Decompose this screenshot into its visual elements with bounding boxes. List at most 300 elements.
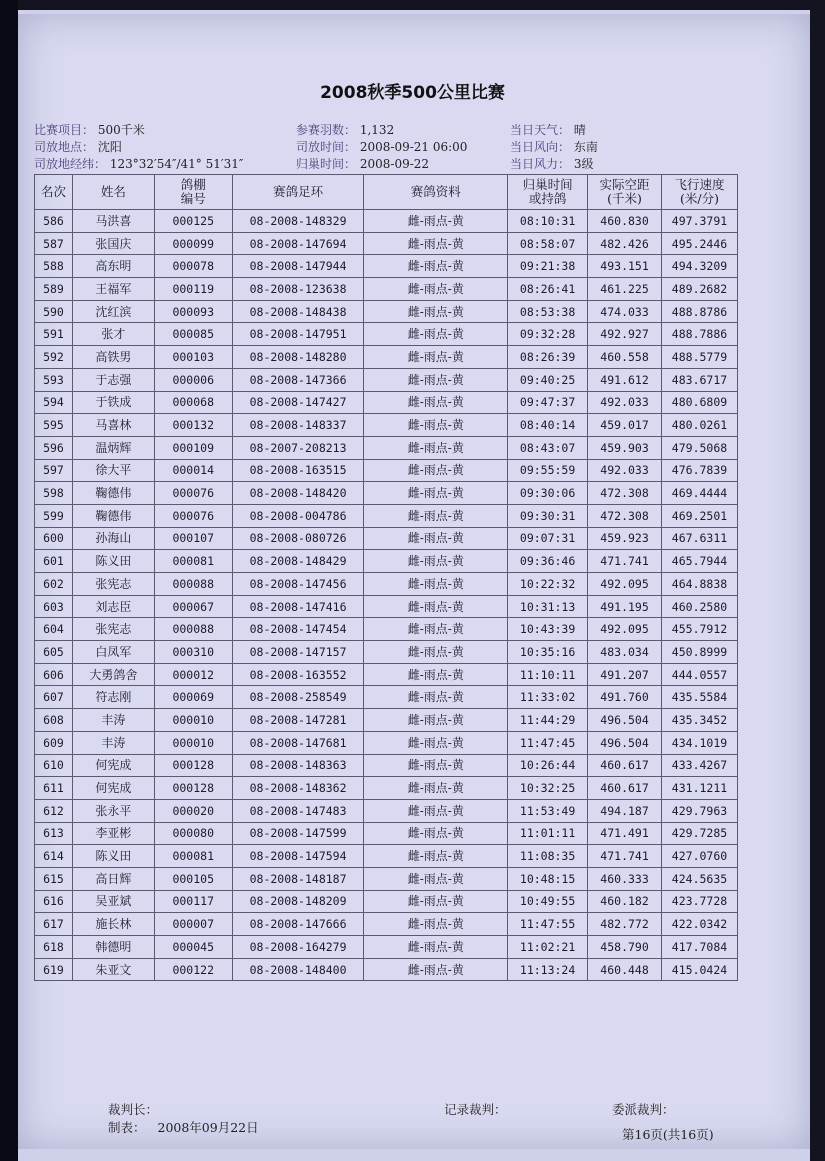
row-rank: 587 xyxy=(35,232,73,255)
row-name: 温炳辉 xyxy=(72,436,154,459)
row-speed: 415.0424 xyxy=(662,958,738,981)
row-distance: 492.095 xyxy=(588,573,662,596)
row-rank: 604 xyxy=(35,618,73,641)
event-value: 500千米 xyxy=(97,123,145,137)
table-row xyxy=(35,595,738,618)
row-arrival-time: 10:31:13 xyxy=(508,595,588,618)
row-ring-number: 08-2008-148429 xyxy=(232,550,364,573)
row-pigeon-info: 雌-雨点-黄 xyxy=(364,436,508,459)
row-loft-id: 000099 xyxy=(154,232,232,255)
row-distance: 461.225 xyxy=(588,278,662,301)
row-pigeon-info: 雌-雨点-黄 xyxy=(364,368,508,391)
header-distance-line2: (千米) xyxy=(607,191,642,206)
row-ring-number: 08-2008-147366 xyxy=(232,368,364,391)
row-ring-number: 08-2008-147599 xyxy=(232,822,364,845)
release-info xyxy=(296,138,467,155)
row-arrival-time: 11:02:21 xyxy=(508,936,588,959)
row-distance: 459.903 xyxy=(588,436,662,459)
row-rank: 607 xyxy=(35,686,73,709)
row-distance: 460.617 xyxy=(588,777,662,800)
row-distance: 471.491 xyxy=(588,822,662,845)
row-pigeon-info: 雌-雨点-黄 xyxy=(364,958,508,981)
table-row xyxy=(35,323,738,346)
row-arrival-time: 09:32:28 xyxy=(508,323,588,346)
row-rank: 595 xyxy=(35,414,73,437)
row-speed: 488.7886 xyxy=(662,323,738,346)
row-pigeon-info: 雌-雨点-黄 xyxy=(364,867,508,890)
row-distance: 474.033 xyxy=(588,300,662,323)
row-distance: 460.617 xyxy=(588,754,662,777)
row-name: 马洪喜 xyxy=(72,210,154,233)
row-pigeon-info: 雌-雨点-黄 xyxy=(364,754,508,777)
table-row xyxy=(35,482,738,505)
row-ring-number: 08-2008-148280 xyxy=(232,346,364,369)
row-pigeon-info: 雌-雨点-黄 xyxy=(364,346,508,369)
page-title: 2008秋季500公里比赛 xyxy=(320,83,505,103)
row-speed: 465.7944 xyxy=(662,550,738,573)
row-rank: 597 xyxy=(35,459,73,482)
release-label: 司放时间： xyxy=(296,140,357,154)
table-row xyxy=(35,663,738,686)
row-loft-id: 000012 xyxy=(154,663,232,686)
row-ring-number: 08-2008-147157 xyxy=(232,641,364,664)
row-distance: 492.927 xyxy=(588,323,662,346)
row-name: 张宪志 xyxy=(72,573,154,596)
row-distance: 471.741 xyxy=(588,845,662,868)
row-name: 朱亚文 xyxy=(72,958,154,981)
row-name: 李亚彬 xyxy=(72,822,154,845)
header-info: 赛鸽资料 xyxy=(364,175,508,210)
row-rank: 590 xyxy=(35,300,73,323)
release-value: 2008-09-21 06:00 xyxy=(359,140,468,154)
recorder-label: 记录裁判： xyxy=(444,1102,507,1117)
row-arrival-time: 09:55:59 xyxy=(508,459,588,482)
row-ring-number: 08-2008-147483 xyxy=(232,799,364,822)
row-arrival-time: 09:40:25 xyxy=(508,368,588,391)
row-pigeon-info: 雌-雨点-黄 xyxy=(364,414,508,437)
row-arrival-time: 11:47:55 xyxy=(508,913,588,936)
table-body xyxy=(35,210,738,981)
row-pigeon-info: 雌-雨点-黄 xyxy=(364,822,508,845)
row-arrival-time: 08:43:07 xyxy=(508,436,588,459)
row-rank: 609 xyxy=(35,731,73,754)
row-pigeon-info: 雌-雨点-黄 xyxy=(364,323,508,346)
event-label: 比赛项目： xyxy=(34,123,95,137)
row-name: 陈义田 xyxy=(72,550,154,573)
row-speed: 455.7912 xyxy=(662,618,738,641)
made-date: 2008年09月22日 xyxy=(157,1120,259,1135)
row-ring-number: 08-2008-004786 xyxy=(232,504,364,527)
weather-value: 晴 xyxy=(573,123,586,137)
row-loft-id: 000081 xyxy=(154,550,232,573)
row-ring-number: 08-2008-147694 xyxy=(232,232,364,255)
row-speed: 433.4267 xyxy=(662,754,738,777)
row-rank: 612 xyxy=(35,799,73,822)
row-distance: 491.207 xyxy=(588,663,662,686)
row-loft-id: 000310 xyxy=(154,641,232,664)
row-loft-id: 000088 xyxy=(154,618,232,641)
row-speed: 444.0557 xyxy=(662,663,738,686)
row-pigeon-info: 雌-雨点-黄 xyxy=(364,641,508,664)
row-ring-number: 08-2008-147456 xyxy=(232,573,364,596)
header-time-line2: 或持鸽 xyxy=(528,191,567,206)
row-arrival-time: 09:47:37 xyxy=(508,391,588,414)
row-ring-number: 08-2008-148362 xyxy=(232,777,364,800)
row-speed: 423.7728 xyxy=(662,890,738,913)
row-arrival-time: 10:26:44 xyxy=(508,754,588,777)
row-name: 王福军 xyxy=(72,278,154,301)
row-rank: 603 xyxy=(35,595,73,618)
table-row xyxy=(35,731,738,754)
location-label: 司放地点： xyxy=(34,140,95,154)
row-distance: 460.830 xyxy=(588,210,662,233)
row-ring-number: 08-2008-148363 xyxy=(232,754,364,777)
row-arrival-time: 10:49:55 xyxy=(508,890,588,913)
header-speed-line2: (米/分) xyxy=(680,191,719,206)
row-ring-number: 08-2008-148400 xyxy=(232,958,364,981)
row-loft-id: 000103 xyxy=(154,346,232,369)
row-distance: 460.448 xyxy=(588,958,662,981)
weather-info xyxy=(510,121,586,138)
table-row xyxy=(35,709,738,732)
row-name: 张国庆 xyxy=(72,232,154,255)
row-rank: 608 xyxy=(35,709,73,732)
row-loft-id: 000119 xyxy=(154,278,232,301)
table-row xyxy=(35,754,738,777)
row-distance: 460.182 xyxy=(588,890,662,913)
row-distance: 492.095 xyxy=(588,618,662,641)
table-row xyxy=(35,232,738,255)
header-name: 姓名 xyxy=(72,175,154,210)
row-speed: 480.6809 xyxy=(662,391,738,414)
row-name: 张宪志 xyxy=(72,618,154,641)
scan-edge-left xyxy=(0,0,18,1161)
row-arrival-time: 08:10:31 xyxy=(508,210,588,233)
row-rank: 592 xyxy=(35,346,73,369)
row-distance: 472.308 xyxy=(588,482,662,505)
row-pigeon-info: 雌-雨点-黄 xyxy=(364,255,508,278)
row-loft-id: 000020 xyxy=(154,799,232,822)
coords-info xyxy=(34,155,243,172)
row-speed: 427.0760 xyxy=(662,845,738,868)
row-speed: 489.2682 xyxy=(662,278,738,301)
row-distance: 492.033 xyxy=(588,391,662,414)
row-ring-number: 08-2008-258549 xyxy=(232,686,364,709)
row-loft-id: 000132 xyxy=(154,414,232,437)
row-name: 吴亚斌 xyxy=(72,890,154,913)
header-distance-line1: 实际空距 xyxy=(599,177,650,192)
row-name: 韩德明 xyxy=(72,936,154,959)
row-speed: 434.1019 xyxy=(662,731,738,754)
row-distance: 496.504 xyxy=(588,731,662,754)
row-ring-number: 08-2008-147666 xyxy=(232,913,364,936)
count-value: 1,132 xyxy=(359,123,395,137)
row-name: 大勇鸽舍 xyxy=(72,663,154,686)
row-rank: 611 xyxy=(35,777,73,800)
row-arrival-time: 08:26:39 xyxy=(508,346,588,369)
row-speed: 422.0342 xyxy=(662,913,738,936)
table-row xyxy=(35,686,738,709)
row-ring-number: 08-2008-148329 xyxy=(232,210,364,233)
row-arrival-time: 08:26:41 xyxy=(508,278,588,301)
row-distance: 483.034 xyxy=(588,641,662,664)
row-rank: 605 xyxy=(35,641,73,664)
row-pigeon-info: 雌-雨点-黄 xyxy=(364,936,508,959)
row-speed: 483.6717 xyxy=(662,368,738,391)
row-rank: 613 xyxy=(35,822,73,845)
row-loft-id: 000081 xyxy=(154,845,232,868)
row-name: 鞠德伟 xyxy=(72,482,154,505)
results-table xyxy=(34,174,738,981)
row-speed: 488.5779 xyxy=(662,346,738,369)
row-ring-number: 08-2008-147951 xyxy=(232,323,364,346)
row-distance: 491.612 xyxy=(588,368,662,391)
row-arrival-time: 11:10:11 xyxy=(508,663,588,686)
row-arrival-time: 11:13:24 xyxy=(508,958,588,981)
table-row xyxy=(35,573,738,596)
return-value: 2008-09-22 xyxy=(359,157,430,171)
row-rank: 589 xyxy=(35,278,73,301)
row-ring-number: 08-2008-147944 xyxy=(232,255,364,278)
row-name: 于志强 xyxy=(72,368,154,391)
table-row xyxy=(35,300,738,323)
row-arrival-time: 09:07:31 xyxy=(508,527,588,550)
wind-force-label: 当日风力： xyxy=(510,157,571,171)
location-value: 沈阳 xyxy=(97,140,122,154)
row-distance: 496.504 xyxy=(588,709,662,732)
row-speed: 467.6311 xyxy=(662,527,738,550)
table-row xyxy=(35,255,738,278)
row-rank: 617 xyxy=(35,913,73,936)
row-name: 马喜林 xyxy=(72,414,154,437)
table-row xyxy=(35,346,738,369)
row-distance: 493.151 xyxy=(588,255,662,278)
row-ring-number: 08-2008-147427 xyxy=(232,391,364,414)
table-row xyxy=(35,278,738,301)
row-speed: 460.2580 xyxy=(662,595,738,618)
row-distance: 460.333 xyxy=(588,867,662,890)
row-arrival-time: 11:08:35 xyxy=(508,845,588,868)
header-loft-line1: 鸽棚 xyxy=(180,177,206,192)
table-row xyxy=(35,641,738,664)
row-pigeon-info: 雌-雨点-黄 xyxy=(364,278,508,301)
row-arrival-time: 10:22:32 xyxy=(508,573,588,596)
row-speed: 424.5635 xyxy=(662,867,738,890)
row-ring-number: 08-2008-123638 xyxy=(232,278,364,301)
row-loft-id: 000107 xyxy=(154,527,232,550)
row-pigeon-info: 雌-雨点-黄 xyxy=(364,731,508,754)
row-name: 丰涛 xyxy=(72,709,154,732)
row-pigeon-info: 雌-雨点-黄 xyxy=(364,527,508,550)
row-loft-id: 000085 xyxy=(154,323,232,346)
header-speed-line1: 飞行速度 xyxy=(674,177,725,192)
table-row xyxy=(35,527,738,550)
wind-direction-label: 当日风向： xyxy=(510,140,571,154)
row-name: 刘志臣 xyxy=(72,595,154,618)
row-speed: 479.5068 xyxy=(662,436,738,459)
row-name: 高日辉 xyxy=(72,867,154,890)
table-row xyxy=(35,890,738,913)
row-name: 何宪成 xyxy=(72,777,154,800)
table-row xyxy=(35,913,738,936)
row-ring-number: 08-2007-208213 xyxy=(232,436,364,459)
row-rank: 602 xyxy=(35,573,73,596)
row-rank: 591 xyxy=(35,323,73,346)
row-loft-id: 000007 xyxy=(154,913,232,936)
weather-label: 当日天气： xyxy=(510,123,571,137)
row-ring-number: 08-2008-163515 xyxy=(232,459,364,482)
header-ring: 赛鸽足环 xyxy=(232,175,364,210)
row-pigeon-info: 雌-雨点-黄 xyxy=(364,391,508,414)
row-pigeon-info: 雌-雨点-黄 xyxy=(364,550,508,573)
row-ring-number: 08-2008-147416 xyxy=(232,595,364,618)
header-time xyxy=(508,175,588,210)
row-name: 陈义田 xyxy=(72,845,154,868)
row-rank: 600 xyxy=(35,527,73,550)
row-pigeon-info: 雌-雨点-黄 xyxy=(364,300,508,323)
row-speed: 476.7839 xyxy=(662,459,738,482)
table-row xyxy=(35,799,738,822)
row-speed: 497.3791 xyxy=(662,210,738,233)
row-loft-id: 000117 xyxy=(154,890,232,913)
row-arrival-time: 11:53:49 xyxy=(508,799,588,822)
row-name: 沈红滨 xyxy=(72,300,154,323)
row-arrival-time: 11:01:11 xyxy=(508,822,588,845)
row-pigeon-info: 雌-雨点-黄 xyxy=(364,799,508,822)
row-arrival-time: 08:53:38 xyxy=(508,300,588,323)
count-info xyxy=(296,121,394,138)
wind-force-info xyxy=(510,155,593,172)
row-ring-number: 08-2008-147594 xyxy=(232,845,364,868)
table-row xyxy=(35,368,738,391)
row-speed: 429.7285 xyxy=(662,822,738,845)
row-pigeon-info: 雌-雨点-黄 xyxy=(364,595,508,618)
wind-direction-value: 东南 xyxy=(573,140,598,154)
row-rank: 601 xyxy=(35,550,73,573)
row-rank: 596 xyxy=(35,436,73,459)
row-name: 符志刚 xyxy=(72,686,154,709)
row-rank: 606 xyxy=(35,663,73,686)
row-ring-number: 08-2008-147454 xyxy=(232,618,364,641)
row-arrival-time: 10:48:15 xyxy=(508,867,588,890)
row-loft-id: 000080 xyxy=(154,822,232,845)
row-speed: 480.0261 xyxy=(662,414,738,437)
row-rank: 599 xyxy=(35,504,73,527)
row-loft-id: 000088 xyxy=(154,573,232,596)
row-arrival-time: 10:32:25 xyxy=(508,777,588,800)
row-name: 丰涛 xyxy=(72,731,154,754)
row-speed: 417.7084 xyxy=(662,936,738,959)
row-name: 高铁男 xyxy=(72,346,154,369)
location-info xyxy=(34,138,122,155)
scan-edge-right xyxy=(810,0,825,1161)
chief-judge-label: 裁判长： xyxy=(108,1102,159,1117)
table-row xyxy=(35,936,738,959)
coords-label: 司放地经纬： xyxy=(34,157,107,171)
coords-value: 123°32′54″/41° 51′31″ xyxy=(109,157,244,171)
table-row xyxy=(35,391,738,414)
row-rank: 610 xyxy=(35,754,73,777)
row-loft-id: 000122 xyxy=(154,958,232,981)
row-rank: 598 xyxy=(35,482,73,505)
row-loft-id: 000045 xyxy=(154,936,232,959)
table-row xyxy=(35,777,738,800)
row-loft-id: 000105 xyxy=(154,867,232,890)
delegate-label: 委派裁判： xyxy=(612,1102,675,1117)
row-speed: 495.2446 xyxy=(662,232,738,255)
row-pigeon-info: 雌-雨点-黄 xyxy=(364,232,508,255)
row-distance: 482.426 xyxy=(588,232,662,255)
row-speed: 431.1211 xyxy=(662,777,738,800)
table-row xyxy=(35,414,738,437)
return-info xyxy=(296,155,429,172)
wind-force-value: 3级 xyxy=(573,157,594,171)
row-speed: 469.4444 xyxy=(662,482,738,505)
row-name: 施长林 xyxy=(72,913,154,936)
row-name: 于铁成 xyxy=(72,391,154,414)
row-rank: 614 xyxy=(35,845,73,868)
row-name: 孙海山 xyxy=(72,527,154,550)
row-distance: 482.772 xyxy=(588,913,662,936)
row-pigeon-info: 雌-雨点-黄 xyxy=(364,913,508,936)
wind-direction-info xyxy=(510,138,598,155)
header-speed xyxy=(662,175,738,210)
row-name: 徐大平 xyxy=(72,459,154,482)
row-rank: 593 xyxy=(35,368,73,391)
header-rank: 名次 xyxy=(35,175,73,210)
row-arrival-time: 11:47:45 xyxy=(508,731,588,754)
scan-edge-top xyxy=(0,0,825,10)
row-loft-id: 000076 xyxy=(154,504,232,527)
return-label: 归巢时间： xyxy=(296,157,357,171)
row-pigeon-info: 雌-雨点-黄 xyxy=(364,663,508,686)
row-ring-number: 08-2008-148187 xyxy=(232,867,364,890)
row-speed: 429.7963 xyxy=(662,799,738,822)
row-arrival-time: 08:40:14 xyxy=(508,414,588,437)
row-loft-id: 000067 xyxy=(154,595,232,618)
table-row xyxy=(35,958,738,981)
row-loft-id: 000010 xyxy=(154,709,232,732)
row-arrival-time: 09:36:46 xyxy=(508,550,588,573)
row-ring-number: 08-2008-147681 xyxy=(232,731,364,754)
row-rank: 615 xyxy=(35,867,73,890)
row-rank: 616 xyxy=(35,890,73,913)
row-pigeon-info: 雌-雨点-黄 xyxy=(364,618,508,641)
row-pigeon-info: 雌-雨点-黄 xyxy=(364,482,508,505)
row-distance: 458.790 xyxy=(588,936,662,959)
row-loft-id: 000093 xyxy=(154,300,232,323)
table-row xyxy=(35,550,738,573)
row-distance: 472.308 xyxy=(588,504,662,527)
count-label: 参赛羽数： xyxy=(296,123,357,137)
row-loft-id: 000109 xyxy=(154,436,232,459)
row-distance: 494.187 xyxy=(588,799,662,822)
made-info xyxy=(108,1118,259,1136)
row-rank: 618 xyxy=(35,936,73,959)
row-arrival-time: 11:33:02 xyxy=(508,686,588,709)
row-ring-number: 08-2008-148420 xyxy=(232,482,364,505)
row-arrival-time: 09:30:31 xyxy=(508,504,588,527)
made-label: 制表： xyxy=(108,1120,146,1135)
row-pigeon-info: 雌-雨点-黄 xyxy=(364,210,508,233)
header-time-line1: 归巢时间 xyxy=(522,177,573,192)
table-row xyxy=(35,210,738,233)
row-arrival-time: 09:30:06 xyxy=(508,482,588,505)
row-arrival-time: 10:35:16 xyxy=(508,641,588,664)
row-loft-id: 000068 xyxy=(154,391,232,414)
row-loft-id: 000069 xyxy=(154,686,232,709)
row-loft-id: 000014 xyxy=(154,459,232,482)
